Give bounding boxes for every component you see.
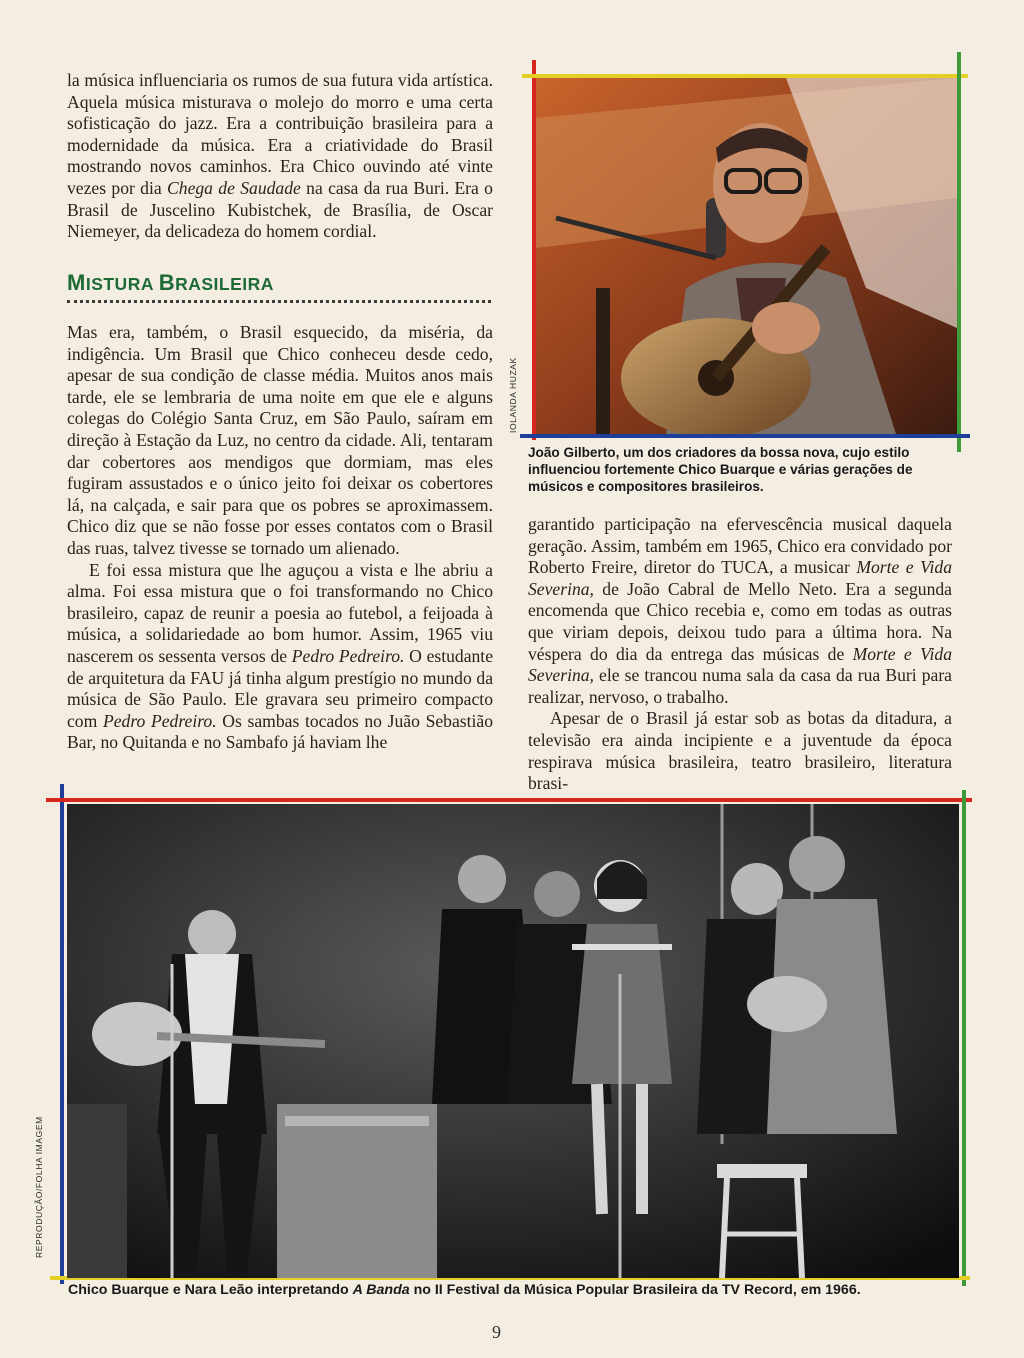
section-heading: MISTURA BRASILEIRA [67,270,274,295]
paragraph-efervescencia: garantido participação na efervescência musical daquela geração. Assim, também em 1965, Chico era convidado por Roberto Freire, diretor do TUCA, a musicar Morte e Vida Severina, de João Cabral de Mello Neto. Era a segunda encomenda que Chico recebia e, como em todas as outras que viriam depois, deixou tudo para a última hora. Na véspera do dia da entrega das músicas de Morte e Vida Severina, ele se trancou numa sala da casa da rua Buri para realizar, nervoso, o trabalho. [528,514,952,707]
photo-chico-nara-leao [67,804,959,1278]
photo-joao-gilberto [536,78,957,434]
page-number: 9 [492,1322,501,1342]
chico-nara-stage-illustration [67,804,959,1278]
caption-joao-gilberto: João Gilberto, um dos criadores da bossa nova, cujo estilo influenciou fortemente Chico Buarque e várias gerações de músicos e compositores brasileiros. [528,445,913,494]
section-dotted-rule [67,300,491,303]
frame-bar-blue-top-photo [520,434,970,438]
frame-bar-blue-bottom-photo [60,784,64,1284]
frame-bar-red-bottom-photo [46,798,972,802]
frame-bar-green-top-photo [957,52,961,452]
intro-paragraph: la música influenciaria os rumos de sua futura vida artística. Aquela música misturava o molejo do morro e uma certa sofisticação do jazz. Era a contribuição brasileira para a modernidade da música. Era a criatividade do Brasil mostrando novos caminhos. Era Chico ouvindo até vinte vezes por dia Chega de Saudade na casa da rua Buri. Era o Brasil de Juscelino Kubistchek, de Brasília, de Oscar Niemeyer, da delicadeza do homem cordial. [67,70,493,242]
paragraph-essa-mistura: E foi essa mistura que lhe aguçou a vista e lhe abriu a alma. Foi essa mistura que o foi transformando no Chico brasileiro, capaz de reunir a poesia ao futebol, a feijoada à música, a solidariedade ao bom humor. Assim, 1965 viu nascerem os sessenta versos de Pedro Pedreiro. O estudante de arquitetura da FAU já tinha algum prestígio no mundo da música de São Paulo. Ele gravara seu primeiro compacto com Pedro Pedreiro. Os sambas tocados no Juão Sebastião Bar, no Quitanda e no Sambafo já haviam lhe [67,559,494,753]
paragraph-brasil-esquecido: Mas era, também, o Brasil esquecido, da miséria, da indigência. Um Brasil que Chico conheceu desde cedo, apesar de sua condição de classe média. Muitos anos mais tarde, ele se lembraria de uma noite em que ele e alguns colegas do Colégio Santa Cruz, em São Paulo, saíram em direção à Estação da Luz, no centro da cidade. Ali, tentaram dar cobertores aos mendigos que dormiam, mas eles fugiram assustados e o único jeito foi deixar os cobertores lá, na calçada, e sair para que os pobres se aproximassem. Chico diz que se não fosse por esses contatos com o Brasil das ruas, talvez tivesse se tornado um alienado. [67,322,493,558]
left-column-top [67,70,493,243]
caption-chico-nara-leao: Chico Buarque e Nara Leão interpretando A Banda no II Festival da Música Popular Brasileira da TV Record, em 1966. [68,1282,861,1298]
photo-credit-bottom: REPRODUÇÃO/FOLHA IMAGEM [34,1116,44,1258]
left-column-bottom [67,322,493,754]
photo-credit-top: IOLANDA HUZAK [508,357,518,433]
song-title-chega-de-saudade: Chega de Saudade [167,177,301,198]
right-column [528,514,952,795]
frame-bar-green-bottom-photo [962,790,966,1286]
joao-gilberto-illustration [536,78,957,434]
paragraph-ditadura: Apesar de o Brasil já estar sob as botas da ditadura, a televisão era ainda incipiente e a juventude da época respirava música brasileira, teatro brasileiro, literatura brasi- [528,708,952,794]
